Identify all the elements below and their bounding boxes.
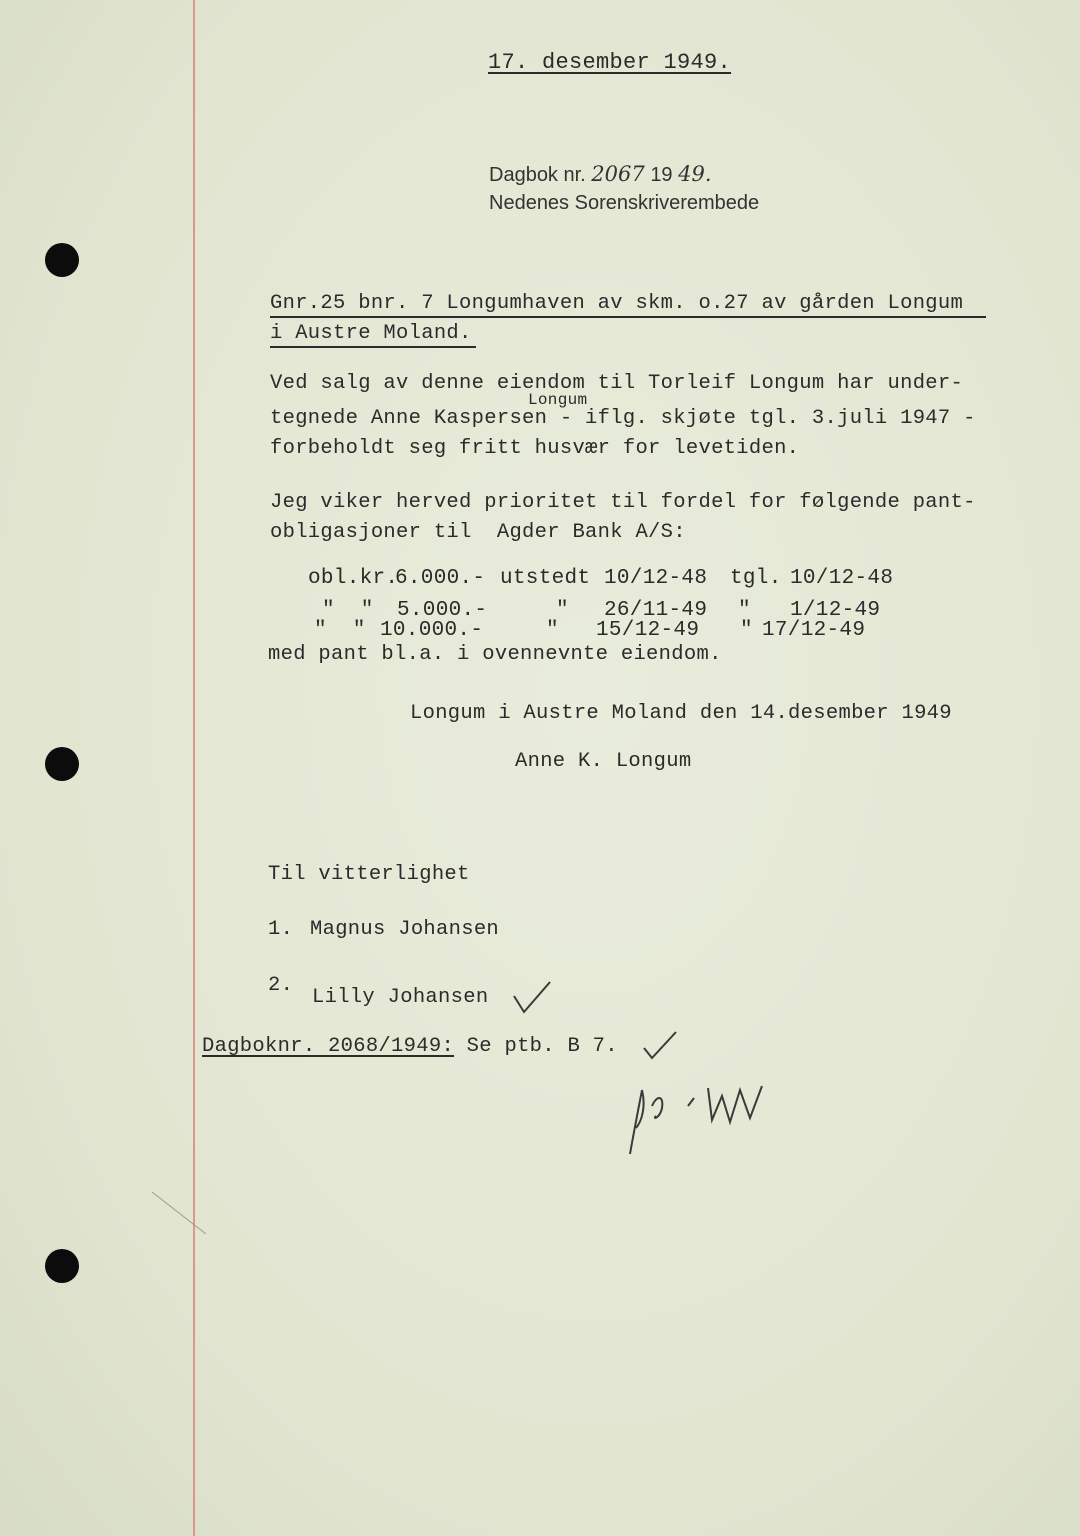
obligation-amount: 5.000.-	[397, 599, 488, 622]
obligation-tgl: 10/12-48	[790, 567, 894, 590]
footer-line	[202, 1037, 618, 1058]
obligation-issued: 10/12-48	[604, 567, 708, 590]
witness-number: 1.	[268, 918, 294, 941]
obligation-issued-label: utstedt	[500, 567, 591, 590]
obligation-tgl-label: tgl.	[730, 567, 782, 590]
paragraph-1-line-3: forbeholdt seg fritt husvær for levetiden.	[270, 437, 800, 460]
stamp-dagbok-number: 2067	[591, 162, 645, 186]
witness-name: Lilly Johansen	[312, 986, 489, 1009]
obligation-issued-label: "	[556, 599, 569, 622]
stamp-year-prefix: 19	[650, 164, 673, 186]
obligation-amount: 10.000.-	[380, 619, 484, 642]
witness-heading: Til vitterlighet	[268, 863, 470, 886]
heading-line-1: Gnr.25 bnr. 7 Longumhaven av skm. o.27 av gården Longum	[270, 292, 964, 315]
obligation-amount: 6.000.-	[395, 567, 486, 590]
stamp-year-suffix: 49.	[678, 162, 712, 186]
paragraph-1-insert: Longum	[528, 391, 588, 409]
heading-line-2: i Austre Moland.	[270, 322, 472, 345]
footer-ref-label: Dagboknr. 2068/1949:	[202, 1035, 455, 1058]
signature: Anne K. Longum	[515, 750, 692, 773]
punch-hole-middle	[45, 747, 79, 781]
heading-underline-1	[270, 316, 986, 318]
pledge-line: med pant bl.a. i ovennevnte eiendom.	[268, 643, 722, 666]
obligation-issued: 15/12-49	[596, 619, 700, 642]
obligation-tgl-label: "	[740, 619, 753, 642]
stamp-dagbok-label: Dagbok nr.	[489, 164, 586, 186]
paragraph-2-line-1: Jeg viker herved prioritet til fordel for følgende pant-	[270, 491, 976, 514]
handwritten-initials-icon	[612, 1076, 782, 1166]
punch-hole-bottom	[45, 1249, 79, 1283]
checkmark-icon	[510, 978, 554, 1018]
stamp-dagbok-line	[489, 164, 712, 185]
obligation-prefix: obl.kr.	[308, 567, 399, 590]
paragraph-1-line-2: tegnede Anne Kaspersen - iflg. skjøte tgl. 3.juli 1947 -	[270, 407, 976, 430]
stamp-office: Nedenes Sorenskriverembede	[489, 192, 760, 214]
obligation-tgl: 17/12-49	[762, 619, 866, 642]
date-header: 17. desember 1949.	[488, 50, 732, 75]
scratch-mark-icon	[150, 1190, 210, 1240]
punch-hole-top	[45, 243, 79, 277]
paragraph-2-line-2: obligasjoner til Agder Bank A/S:	[270, 521, 686, 544]
footer-ref-text: Se ptb. B 7.	[466, 1035, 618, 1058]
margin-line	[193, 0, 195, 1536]
heading-underline-2	[270, 346, 476, 348]
obligation-issued: 26/11-49	[604, 599, 708, 622]
checkmark-icon	[640, 1028, 680, 1064]
witness-number: 2.	[268, 974, 294, 997]
obligation-issued-label: "	[546, 619, 559, 642]
obligation-prefix: " "	[322, 599, 374, 622]
obligation-tgl-label: "	[738, 599, 751, 622]
obligation-tgl: 1/12-49	[790, 599, 881, 622]
witness-name: Magnus Johansen	[310, 918, 500, 941]
place-date: Longum i Austre Moland den 14.desember 1949	[410, 702, 952, 725]
paragraph-1-line-1: Ved salg av denne eiendom til Torleif Longum har under-	[270, 372, 964, 395]
obligation-prefix: " "	[314, 619, 366, 642]
